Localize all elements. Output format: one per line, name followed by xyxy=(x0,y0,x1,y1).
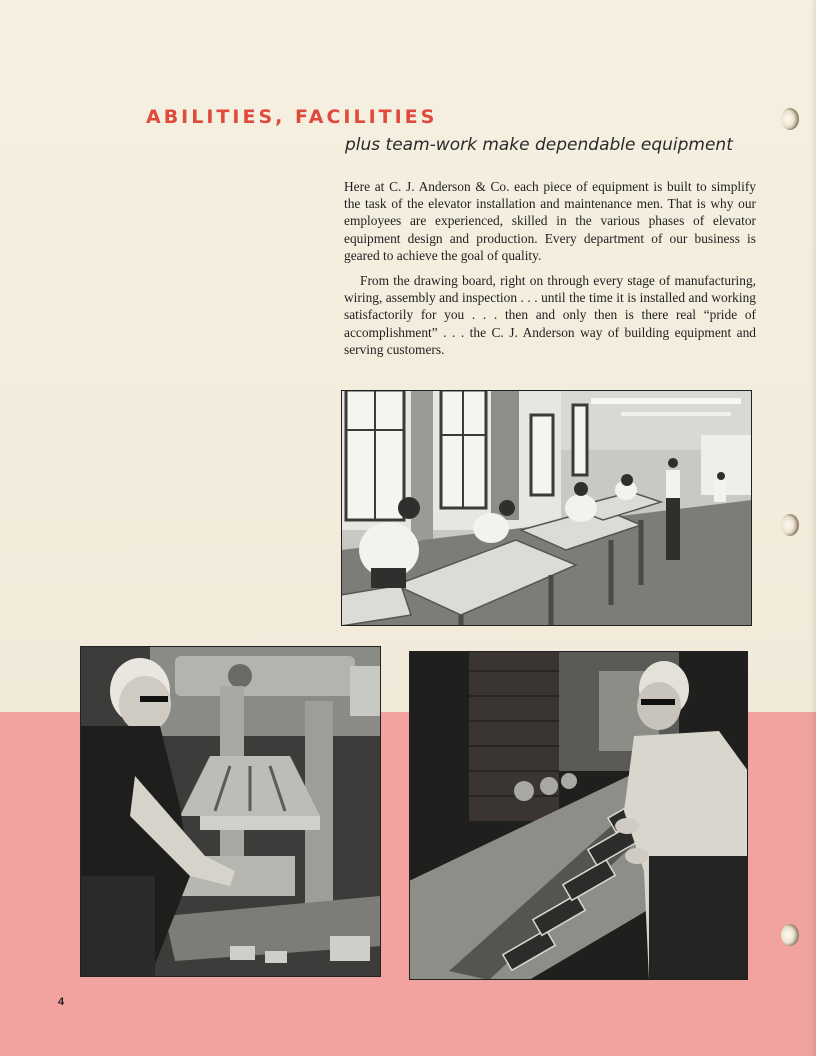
page-number: 4 xyxy=(58,996,65,1008)
paragraph-intro: Here at C. J. Anderson & Co. each piece of equipment is built to simplify the task of the elevator installation and maintenance men. That is why our employees are experienced, skilled in the various phases of elevator equipment design and production. Every department of our business is geared to achieve the goal of quality. xyxy=(344,179,756,263)
binder-hole xyxy=(781,924,799,946)
binder-hole xyxy=(781,514,799,536)
paragraph-process: From the drawing board, right on through every stage of manufacturing, wiring, assembly and inspection . . . until the time it is installed and working satisfactorily for you . . . then and only then is there real “pride of accomplishment” . . . the C. J. Anderson way of building equipment and serving customers. xyxy=(344,273,756,357)
body-copy xyxy=(344,178,756,366)
page-edge-shadow xyxy=(810,0,816,1056)
page-heading: ABILITIES, FACILITIES xyxy=(146,106,438,128)
drill-press-operator-photo xyxy=(80,646,381,977)
drafting-room-photo xyxy=(341,390,752,626)
page-subheading: plus team-work make dependable equipment xyxy=(345,135,733,155)
binder-hole xyxy=(781,108,799,130)
wiring-bench-photo xyxy=(409,651,748,980)
